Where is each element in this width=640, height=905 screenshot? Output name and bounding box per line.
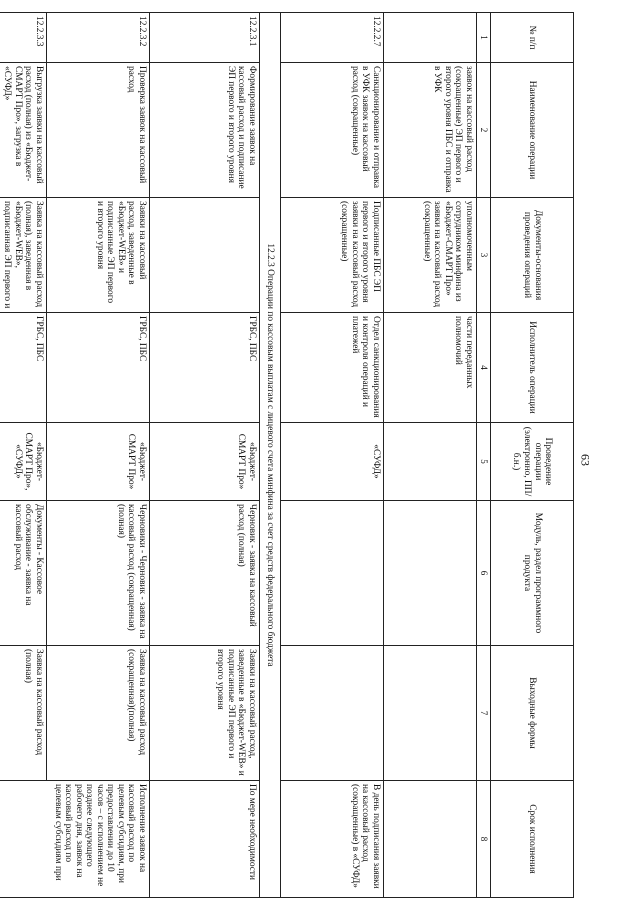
operation-name: Выгрузка заявки на кассовый расход (полная) из «Бюджет-СМАРТ Про», загрузка в «СУФД»	[0, 63, 47, 198]
deadline: В день подписания заявки на кассовый расход (сокращенные) в «СУФД»	[281, 781, 384, 898]
operation-name: Санкционирование и отправка в УФК заявок на кассовый расход (сокращенные)	[281, 63, 384, 198]
software-module	[384, 501, 477, 646]
software-module: Черновик - заявка на кассовый расход (полная)	[150, 501, 260, 646]
operation-method: «Бюджет-СМАРТ Про»	[150, 423, 260, 501]
basis-documents: Заявка на кассовый расход (полная), заведенная в «Бюджет-WEB», подписанная ЭП первого и	[0, 198, 47, 313]
operation-method: «Бюджет-СМАРТ Про», «СУФД»	[0, 423, 47, 501]
table-row	[384, 13, 477, 898]
operation-name: Проверка заявок на кассовый расход	[47, 63, 150, 198]
deadline: Исполнение заявок на кассовый расход по целевым субсидиям, при предоставлении до 10 часов – с исполнением не позднее следующего рабочего дня, заявок на кассовый расход по целевым субсидиям при	[0, 781, 150, 898]
row-number: 12.2.2.7	[281, 13, 384, 63]
software-module	[281, 501, 384, 646]
column-header: Документы-основания проведения операций	[491, 198, 574, 313]
table-row	[0, 13, 47, 898]
basis-documents: Заявки на кассовый расход, заведенные в «Бюджет-WEB» и подписанные ЭП первого и второго уровня	[47, 198, 150, 313]
executor: ГРБС, ПБС	[47, 313, 150, 423]
output-forms: Заявка на кассовый расход (полная)	[0, 646, 47, 781]
executor: ГРБС, ПБС	[0, 313, 47, 423]
output-forms: Заявка на кассовый расход (сокращенная)(полная)	[47, 646, 150, 781]
executor: части переданных полномочий	[384, 313, 477, 423]
basis-documents: уполномоченным сотрудником минфина из «Бюджет-СМАРТ Про» заявки на кассовый расход (сокращенные)	[384, 198, 477, 313]
operation-method	[384, 423, 477, 501]
software-module: Черновики - Черновик - заявка на кассовый расход (сокращенная) (полная)	[47, 501, 150, 646]
operation-name: Формирование заявок на кассовый расход и подписание ЭП первого и второго уровня	[150, 63, 260, 198]
row-number: 12.2.3.1	[150, 13, 260, 63]
column-header: Исполнитель операции	[491, 313, 574, 423]
deadline: По мере необходимости	[150, 781, 260, 898]
basis-documents: Подписанные ПБС ЭП первого и второго уровня заявки на кассовый расход (сокращенные)	[281, 198, 384, 313]
column-number: 1	[477, 13, 491, 63]
column-header: Модуль, раздел программного продукта	[491, 501, 574, 646]
executor: ГРБС, ПБС	[150, 313, 260, 423]
row-number: 12.2.3.2	[47, 13, 150, 63]
section-header-row	[260, 13, 281, 898]
column-number: 2	[477, 63, 491, 198]
output-forms	[281, 646, 384, 781]
executor: Отдел санкционирования и контроля операций и платежей	[281, 313, 384, 423]
row-number: 12.2.3.3	[0, 13, 47, 63]
column-number: 3	[477, 198, 491, 313]
column-number: 6	[477, 501, 491, 646]
column-header: Срок исполнения	[491, 781, 574, 898]
column-number: 4	[477, 313, 491, 423]
operations-table	[0, 12, 574, 898]
basis-documents	[150, 198, 260, 313]
table-row	[150, 13, 260, 898]
column-number: 5	[477, 423, 491, 501]
row-number	[384, 13, 477, 63]
table-row	[281, 13, 384, 898]
operation-name: заявок на кассовый расход (сокращенные) ЭП первого и второго уровня ПБС и отправка в УФК	[384, 63, 477, 198]
column-number: 8	[477, 781, 491, 898]
table-header-row	[491, 13, 574, 898]
column-header: Проведение операции (электронно, ПП/б.н.)	[491, 423, 574, 501]
table-row	[47, 13, 150, 898]
column-number: 7	[477, 646, 491, 781]
column-header: № п/п	[491, 13, 574, 63]
page-number: 63	[578, 454, 593, 466]
section-title: 12.2.3 Операции по кассовым выплатам с лицевого счета минфина за счет средств федерального бюджета	[260, 13, 281, 898]
rotated-page-content	[0, 12, 574, 897]
output-forms	[384, 646, 477, 781]
output-forms: Заявки на кассовый расход, заведенные в «Бюджет-WEB» и подписанные ЭП первого и второго уровня	[150, 646, 260, 781]
operation-method: «Бюджет-СМАРТ Про»	[47, 423, 150, 501]
deadline	[384, 781, 477, 898]
column-number-row	[477, 13, 491, 898]
software-module: Документы - Кассовое обслуживание - заявка на кассовый расход	[0, 501, 47, 646]
operation-method: «СУФД»	[281, 423, 384, 501]
column-header: Наименование операции	[491, 63, 574, 198]
column-header: Выходные формы	[491, 646, 574, 781]
